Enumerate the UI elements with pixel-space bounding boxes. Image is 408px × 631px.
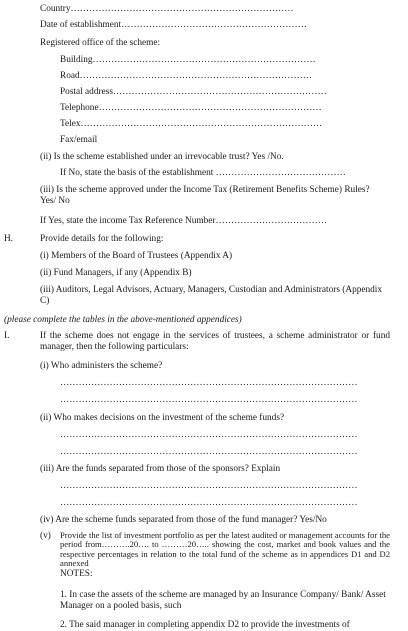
trust-question: (ii) Is the scheme established under an irrevocable trust? Yes /No. (40, 152, 284, 162)
section-h-item-ii: (ii) Fund Managers, if any (Appendix B) (40, 268, 192, 278)
section-i-label: I. (4, 331, 10, 341)
fax-email-field: Fax/email (60, 135, 98, 145)
telephone-field: Telephone……………………………………………………………… (60, 103, 322, 113)
section-h-label: H. (4, 234, 14, 244)
answer-line: …………………………………………………………………………………… (60, 378, 358, 388)
section-i-item-iv: (iv) Are the scheme funds separated from those of the fund manager? Yes/No (40, 515, 327, 525)
building-field: Building……………………………………………………………… (60, 55, 316, 65)
registered-office-heading: Registered office of the scheme: (40, 38, 161, 48)
establishment-basis-field: If No, state the basis of the establishment …………………………………… (60, 168, 346, 178)
answer-line: …………………………………………………………………………………… (60, 395, 358, 405)
note-2: 2. The said manager in completing appendix D2 to provide the investments of (60, 620, 350, 630)
section-h-item-iii: (iii) Auditors, Legal Advisors, Actuary, Managers, Custodian and Administrators (Appendix C) (40, 285, 383, 306)
section-i-item-v-text: Provide the list of investment portfolio as per the latest audited or management accounts for the period from……….20…. to ………20….. showing the cost, market and book values and the respective percentages in relation to the total fund of the scheme as in appendices D1 and D2 annexed (60, 530, 390, 568)
section-i-item-iii: (iii) Are the funds separated from those of the sponsors? Explain (40, 464, 281, 474)
answer-line: …………………………………………………………………………………… (60, 481, 358, 491)
country-field: Country……………………………………………………………… (40, 4, 294, 14)
answer-line: …………………………………………………………………………………… (60, 447, 358, 457)
appendices-note: (please complete the tables in the above-mentioned appendices) (4, 315, 242, 325)
answer-line: …………………………………………………………………………………… (60, 498, 358, 508)
section-i-item-ii: (ii) Who makes decisions on the investment of the scheme funds? (40, 413, 285, 423)
telex-field: Telex…………………………………………………………………… (60, 119, 323, 129)
road-field: Road………………………………………………………………… (60, 71, 313, 81)
tax-reference-field: If Yes, state the income Tax Reference Number……………………………… (40, 216, 328, 226)
section-h-item-i: (i) Members of the Board of Trustees (Appendix A) (40, 251, 233, 261)
section-i-item-i: (i) Who administers the scheme? (40, 361, 163, 371)
note-1: 1. In case the assets of the scheme are managed by an Insurance Company/ Bank/ Asset Manager on a pooled basis, such (60, 590, 386, 611)
answer-line: …………………………………………………………………………………… (60, 430, 358, 440)
tax-approval-question: (iii) Is the scheme approved under the Income Tax (Retirement Benefits Scheme) Rules? Yes/ No (40, 185, 370, 206)
notes-heading: NOTES: (60, 569, 93, 579)
date-of-establishment-field: Date of establishment…………………………………………………… (40, 20, 308, 30)
section-i-intro: If the scheme does not engage in the services of trustees, a scheme administrator or fund manager, then the following particulars: (40, 331, 390, 352)
postal-address-field: Postal address…………………………………………………………… (60, 87, 327, 97)
section-i-item-v-label: (v) (40, 531, 51, 541)
section-h-heading: Provide details for the following: (40, 234, 164, 244)
